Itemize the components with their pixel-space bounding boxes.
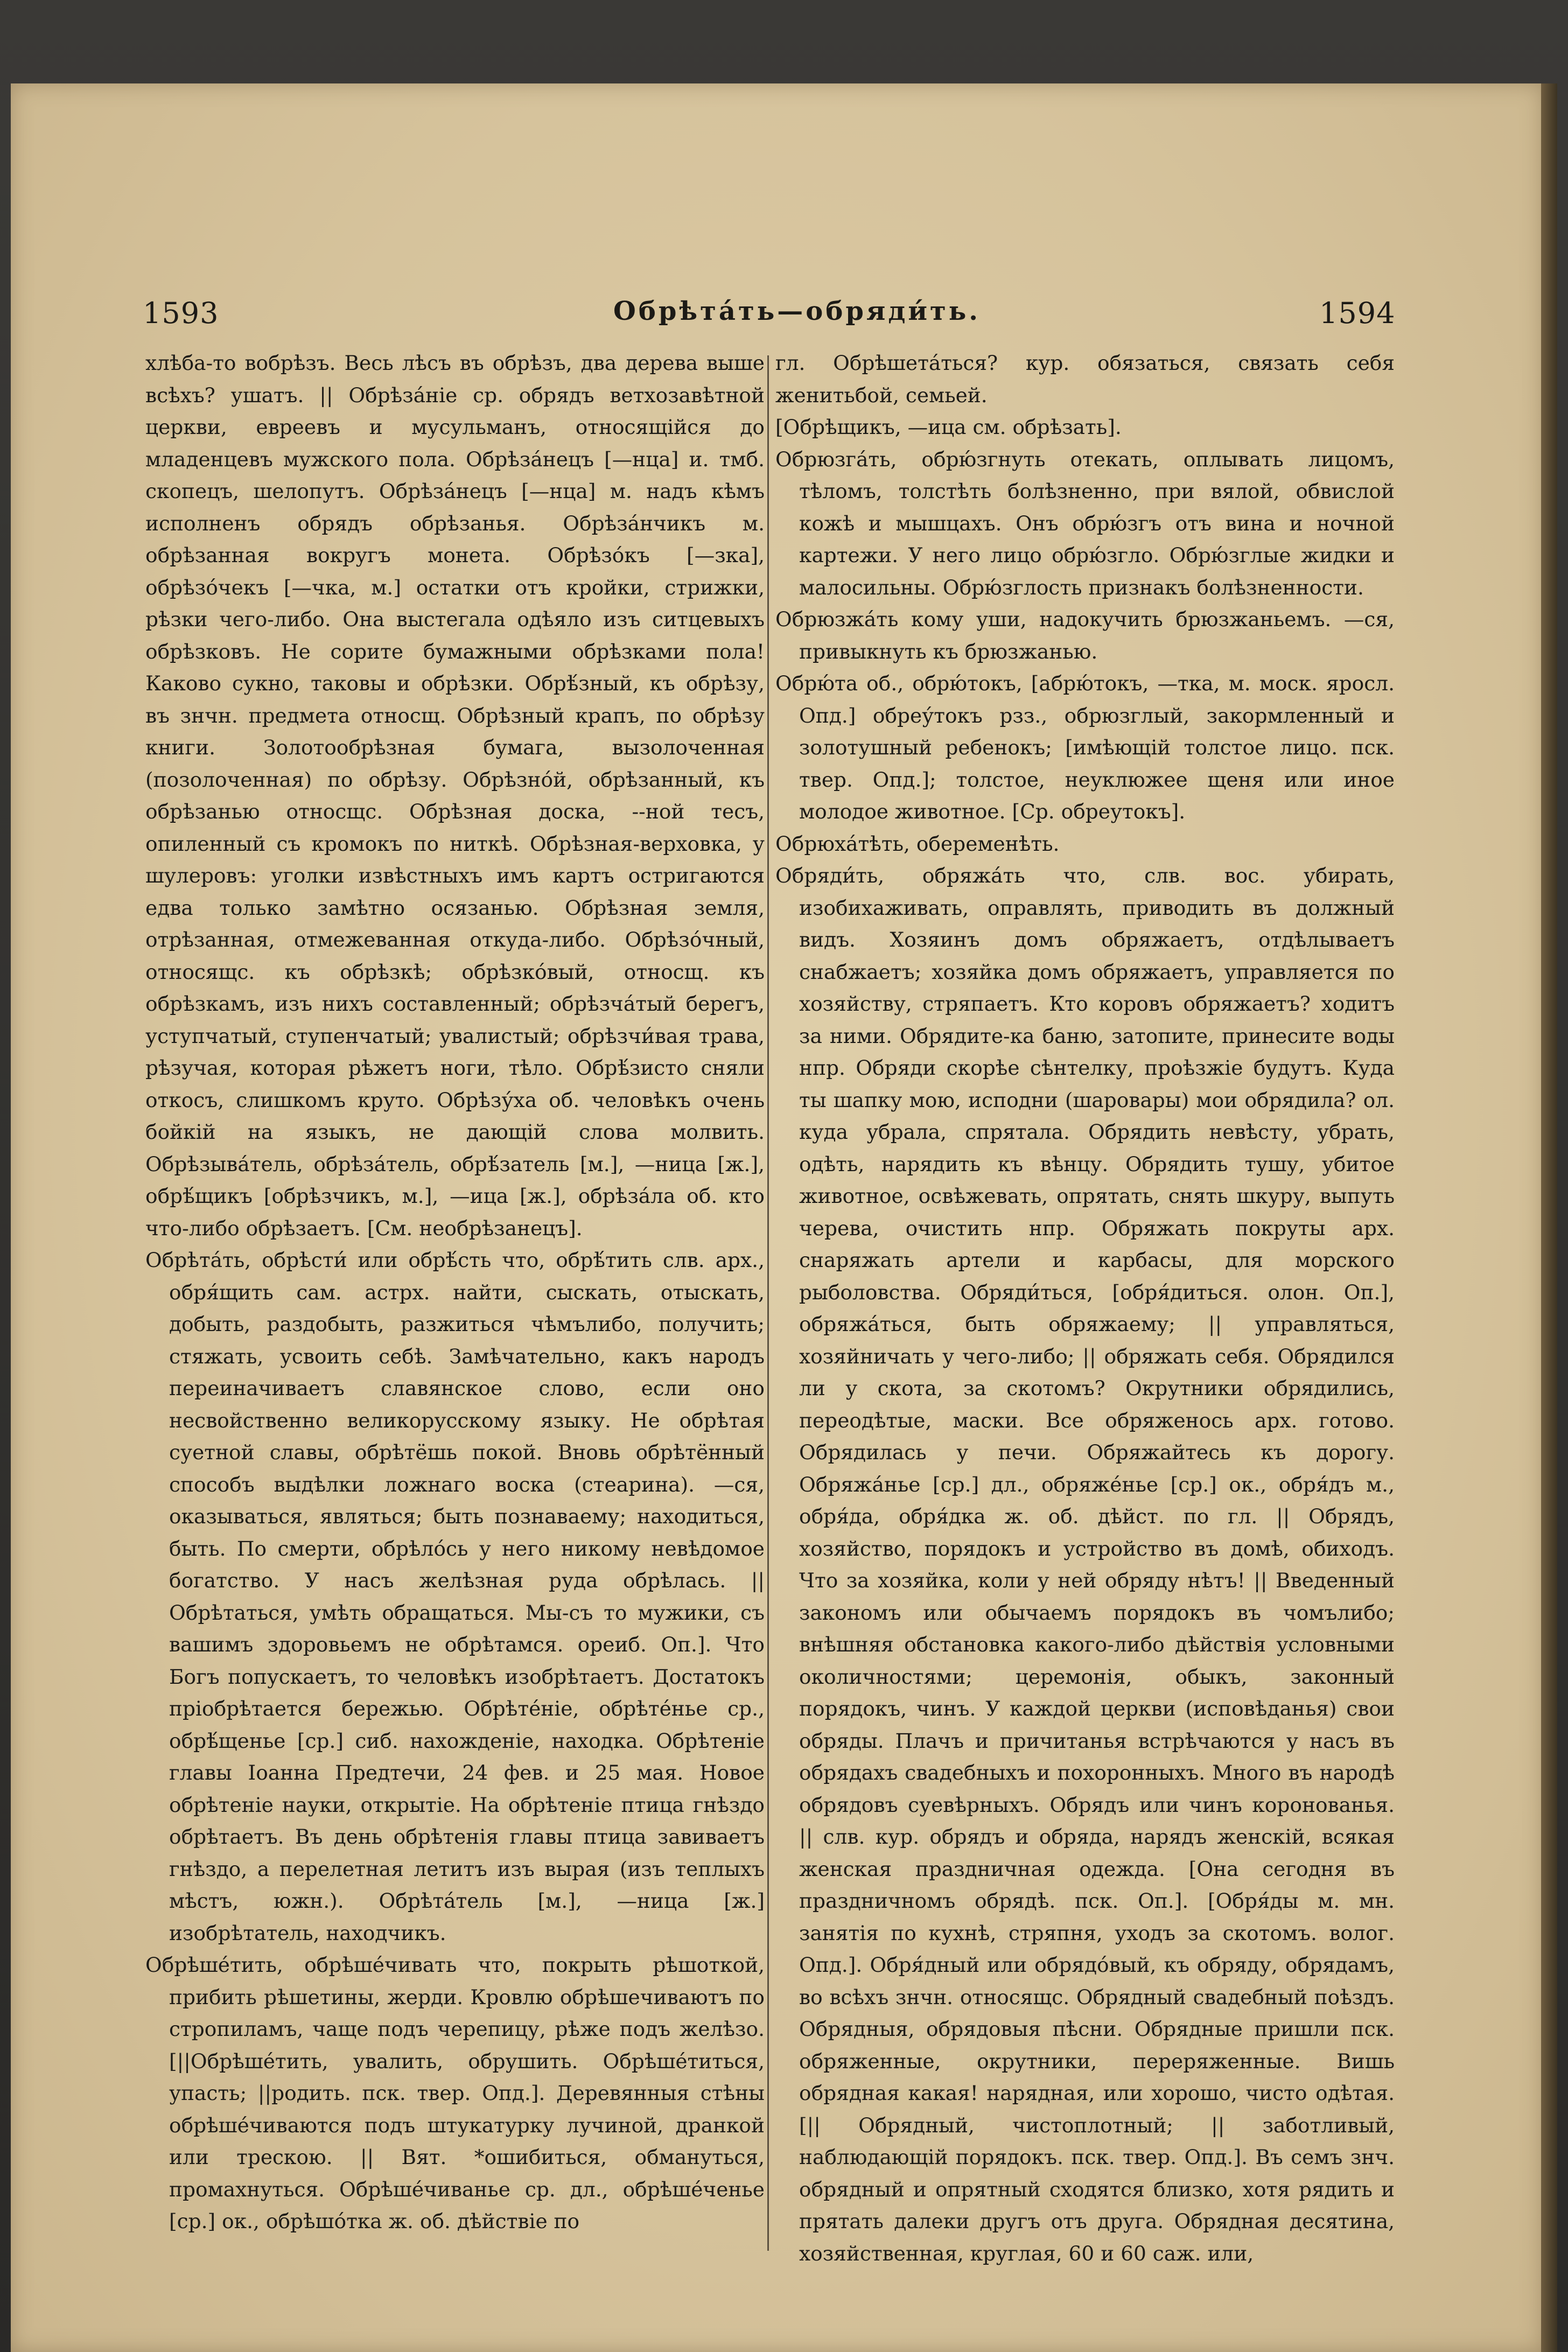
entry-text: Обрѣше́тить, обрѣше́чивать что, покрыть рѣшоткой, прибить рѣшетины, жерди. Кровлю обрѣшечиваютъ по стропиламъ, чаще подъ черепицу, рѣже подъ желѣзо. [||Обрѣше́тить, увалить, обрушить. Обрѣше́титься, упасть; ||родить. пск. твер. Опд.]. Деревянныя стѣны обрѣше́чиваются подъ штукатурку лучиной, дранкой или трескою. || Вят. *ошибиться, обмануться, промахнуться. Обрѣше́чиванье ср. дл., обрѣше́ченье [ср.] ок., обрѣшо́тка ж. об. дѣйствiе по — [145, 1953, 765, 2233]
entry-text: Обрюзга́ть, обрю́згнуть отекать, оплывать лицомъ, тѣломъ, толстѣть болѣзненно, при вялой, обвислой кожѣ и мышцахъ. Онъ обрю́згъ отъ вина и ночной картежи. У него лицо обрю́згло. Обрю́зглые жидки и малосильны. Обрю́зглость признакъ болѣзненности. — [775, 447, 1395, 599]
entry-text: Обрѣта́ть, обрѣсти́ или обрѣ́сть что, обрѣ́тить слв. арх., обря́щить сам. астрх. найти, сыскать, отыскать, добыть, раздобыть, разжиться чѣмълибо, получить; стяжать, усвоить себѣ. Замѣчательно, какъ народъ переиначиваетъ славянское слово, если оно несвойственно великорусскому языку. Не обрѣтая суетной славы, обрѣтёшь покой. Вновь обрѣтённый способъ выдѣлки ложнаго воска (стеарина). —ся, оказываться, являться; быть познаваему; находиться, быть. По смерти, обрѣло́сь у него никому невѣдомое богатство. У насъ желѣзная руда обрѣлась. || Обрѣтаться, умѣть обращаться. Мы-съ то мужики, съ вашимъ здоровьемъ не обрѣтамся. ореиб. Оп.]. Что Богъ попускаетъ, то человѣкъ изобрѣтаетъ. Достатокъ прiобрѣтается бережью. Обрѣте́нiе, обрѣте́нье ср., обрѣ́щенье [ср.] сиб. нахожденiе, находка. Обрѣтенiе главы Iоанна Предтечи, 24 фев. и 25 мая. Новое обрѣтенiе науки, открытiе. На обрѣтенiе птица гнѣздо обрѣтаетъ. Въ день обрѣтенiя главы птица завиваетъ гнѣздо, а перелетная летитъ изъ вырая (изъ теплыхъ мѣстъ, южн.). Обрѣта́тель [м.], —ница [ж.] изобрѣтатель, находчикъ. — [145, 1248, 765, 1945]
page-header — [11, 296, 1543, 345]
entry-text: Обряди́ть, обряжа́ть что, слв. вос. убирать, изобихаживать, оправлять, приводить въ должный видъ. Хозяинъ домъ обряжаетъ, отдѣлываетъ снабжаетъ; хозяйка домъ обряжаетъ, управляется по хозяйству, стряпаетъ. Кто коровъ обряжаетъ? ходитъ за ними. Обрядите-ка баню, затопите, принесите воды нпр. Обряди скорѣе сѣнтелку, проѣзжiе будутъ. Куда ты шапку мою, исподни (шаровары) мои обрядила? ол. куда убрала, спрятала. Обрядить невѣсту, убрать, одѣть, нарядить къ вѣнцу. Обрядить тушу, убитое животное, освѣжевать, опрятать, снять шкуру, выпуть черева, очистить нпр. Обряжать покруты арх. снаряжать артели и карбасы, для морского рыболовства. Обряди́ться, [обря́диться. олон. Оп.], обряжа́ться, быть обряжаему; || управляться, хозяйничать у чего-либо; || обряжать себя. Обрядился ли у скота, за скотомъ? Окрутники обрядились, переодѣтые, маски. Все обряженось арх. готово. Обрядилась у печи. Обряжайтесь къ дорогу. Обряжа́нье [ср.] дл., обряже́нье [ср.] ок., обря́дъ м., обря́да, обря́дка ж. об. дѣйст. по гл. || Обрядъ, хозяйство, порядокъ и устройство въ домѣ, обиходъ. Что за хозяйка, коли у ней обряду нѣтъ! || Введенный закономъ или обычаемъ порядокъ въ чомълибо; внѣшняя обстановка какого-либо дѣйствiя условными околичностями; церемонiя, обыкъ, законный порядокъ, чинъ. У каждой церкви (исповѣданья) свои обряды. Плачъ и причитанья встрѣчаются у насъ въ обрядахъ свадебныхъ и похоронныхъ. Много въ народѣ обрядовъ суевѣрныхъ. Обрядъ или чинъ коронованья. || слв. кур. обрядъ и обряда, нарядъ женскiй, всякая женская праздничная одежда. [Она сегодня въ праздничномъ обрядѣ. пск. Оп.]. [Обря́ды м. мн. занятiя по кухнѣ, стряпня, уходъ за скотомъ. волог. Опд.]. Обря́дный или обрядо́вый, къ обряду, обрядамъ, во всѣхъ знчн. относящс. Обрядный свадебный поѣздъ. Обрядныя, обрядовыя пѣсни. Обрядные пришли пск. обряженные, окрутники, переряженные. Вишь обрядная какая! нарядная, или хорошо, чисто одѣтая. [|| Обрядный, чистоплотный; || заботливый, наблюдающiй порядокъ. пск. твер. Опд.]. Въ семъ знч. обрядный и опрятный сходятся близко, хотя рядить и прятать далеки другъ отъ друга. Обрядная десятина, хозяйственная, круглая, 60 и 60 саж. или, — [775, 864, 1395, 2265]
book-edge — [1541, 83, 1557, 2352]
running-head: Обрѣта́ть—обряди́ть. — [613, 296, 981, 326]
page-number-right: 1594 — [1319, 296, 1396, 330]
dictionary-page — [11, 83, 1543, 2352]
column-divider — [767, 355, 769, 2251]
entry-text: [Обрѣщикъ, —ица см. обрѣзать]. — [775, 415, 1122, 439]
entry-text: гл. Обрѣшета́ться? кур. обязаться, связать себя женитьбой, семьей. — [775, 351, 1395, 407]
entry-text: Обрю́та об., обрю́токъ, [абрю́токъ, —тка, м. моск. яросл. Опд.] обреу́токъ рзз., обрюзглый, закормленный и золотушный ребенокъ; [имѣющiй толстое лицо. пск. твер. Опд.]; толстое, неуклюжее щеня или иное молодое животное. [Ср. обреутокъ]. — [775, 671, 1395, 823]
page-number-left: 1593 — [143, 296, 219, 330]
left-column — [145, 347, 765, 2275]
right-column — [775, 347, 1395, 2275]
entry-text: хлѣба-то вобрѣзъ. Весь лѣсъ въ обрѣзъ, два дерева выше всѣхъ? ушатъ. || Обрѣза́нiе ср. обрядъ ветхозавѣтной церкви, евреевъ и мусульманъ, относящiйся до младенцевъ мужского пола. Обрѣза́нецъ [—нца] и. тмб. скопецъ, шелопутъ. Обрѣза́нецъ [—нца] м. надъ кѣмъ исполненъ обрядъ обрѣзанья. Обрѣза́нчикъ м. обрѣзанная вокругъ монета. Обрѣзо́къ [—зка], обрѣзо́чекъ [—чка, м.] остатки отъ кройки, стрижки, рѣзки чего-либо. Она выстегала одѣяло изъ ситцевыхъ обрѣзковъ. Не сорите бумажными обрѣзками пола! Каково сукно, таковы и обрѣзки. Обрѣ́зный, къ обрѣзу, въ знчн. предмета относщ. Обрѣзный крапъ, по обрѣзу книги. Золотообрѣзная бумага, вызолоченная (позолоченная) по обрѣзу. Обрѣзно́й, обрѣзанный, къ обрѣзанью относщс. Обрѣзная доска, --ной тесъ, опиленный съ кромокъ по ниткѣ. Обрѣзная-верховка, у шулеровъ: уголки извѣстныхъ имъ картъ остригаются едва только замѣтно осязанью. Обрѣзная земля, отрѣзанная, отмежеванная откуда-либо. Обрѣзо́чный, относящс. къ обрѣзкѣ; обрѣзко́вый, относщ. къ обрѣзкамъ, изъ нихъ составленный; обрѣзча́тый берегъ, уступчатый, ступенчатый; увалистый; обрѣзчи́вая трава, рѣзучая, которая рѣжетъ ноги, тѣло. Обрѣ́зисто сняли откосъ, слишкомъ круто. Обрѣзу́ха об. человѣкъ очень бойкiй на языкъ, не дающiй слова молвить. Обрѣзыва́тель, обрѣза́тель, обрѣ́затель [м.], —ница [ж.], обрѣ́щикъ [обрѣзчикъ, м.], —ица [ж.], обрѣза́ла об. кто что-либо обрѣзаетъ. [См. необрѣзанецъ]. — [145, 351, 765, 1240]
entry-text: Обрюха́тѣть, обеременѣть. — [775, 831, 1060, 856]
entry-text: Обрюзжа́ть кому уши, надокучить брюзжаньемъ. —ся, привыкнуть къ брюзжанью. — [775, 607, 1395, 663]
